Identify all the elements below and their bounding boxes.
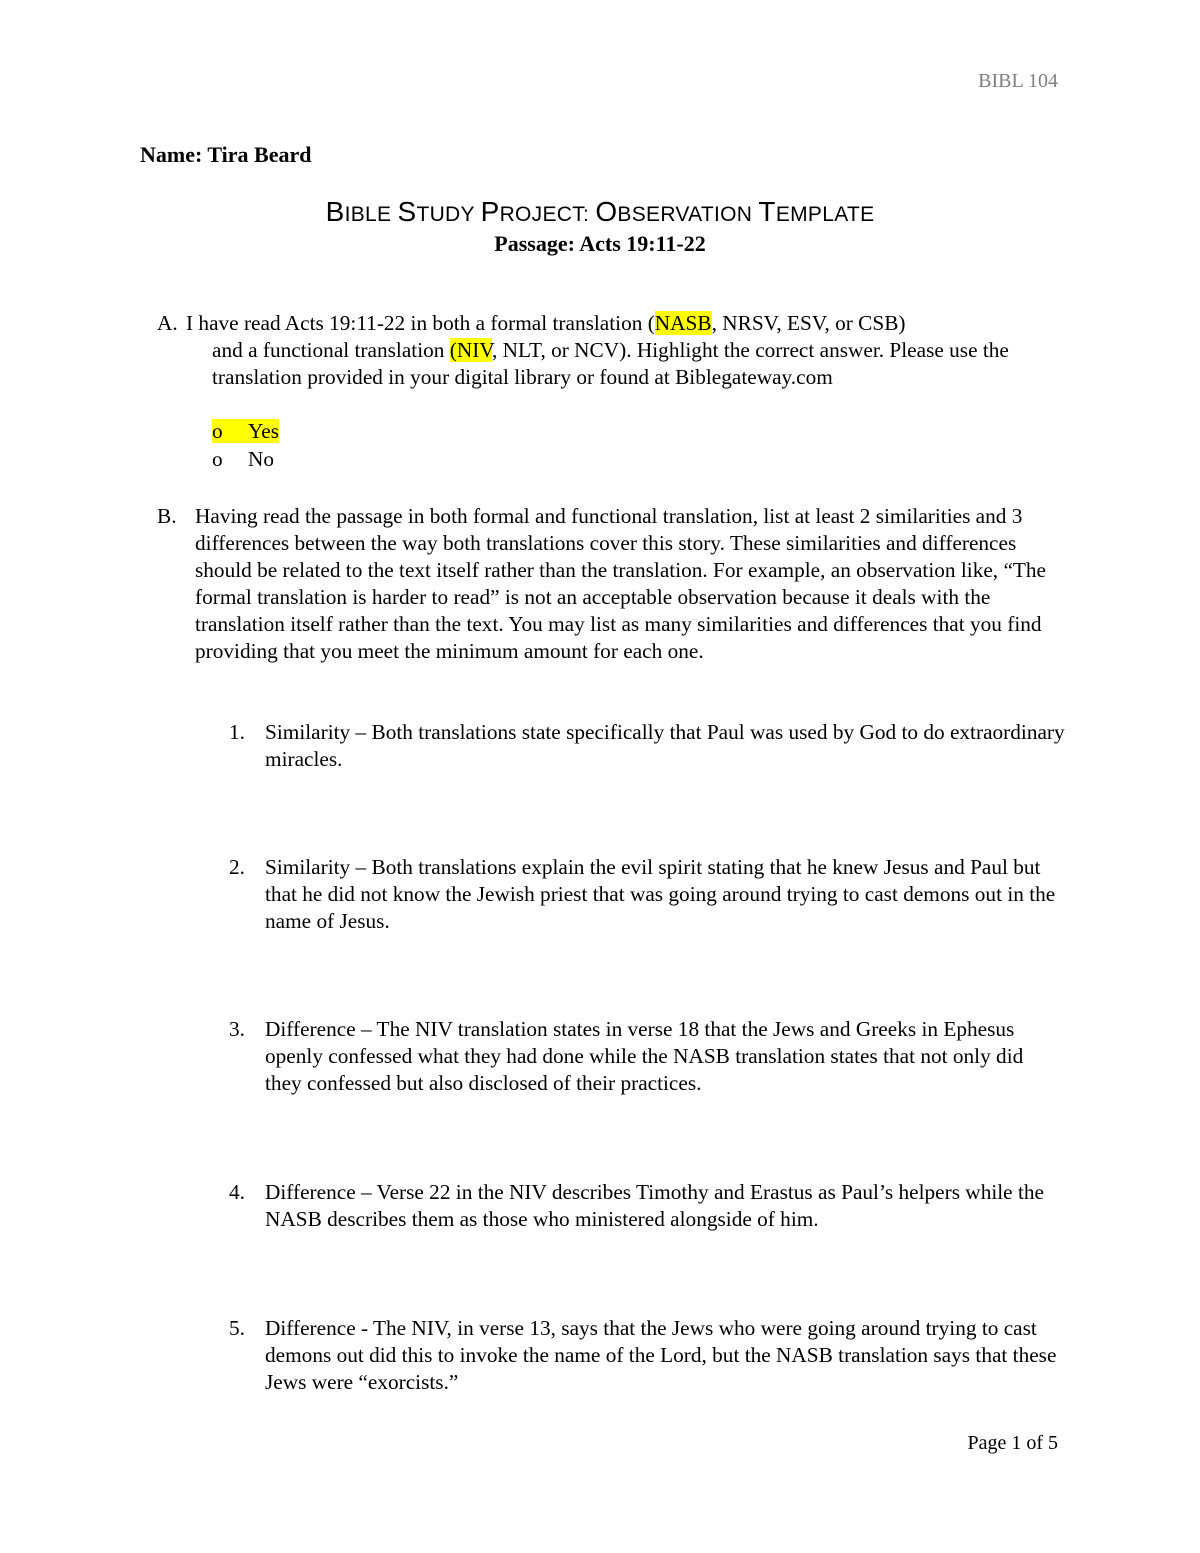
option-yes-bullet: o: [212, 419, 223, 443]
option-no-bullet: o: [212, 447, 223, 471]
section-a-text-3: and a functional translation: [212, 338, 450, 362]
section-a-text-4: , NLT, or NCV). Highlight the correct answer. Please use the translation provided in your digital library or found at Biblegateway.com: [212, 338, 1009, 389]
section-a-continuation: [186, 337, 1066, 391]
list-item-number: 3.: [229, 1017, 245, 1041]
formal-translation-highlight: NASB: [654, 311, 712, 335]
title-cap-3: P: [480, 196, 500, 227]
section-a-text-2: , NRSV, ESV, or CSB): [711, 311, 906, 335]
title-cap-2: S: [397, 196, 417, 227]
list-item-number: 4.: [229, 1180, 245, 1204]
title-cap-4: O: [595, 196, 618, 227]
title-rest-1: IBLE: [344, 203, 398, 226]
list-item-text: Difference – Verse 22 in the NIV describes Timothy and Erastus as Paul’s helpers while the NASB describes them as those who ministered alongside of him.: [265, 1180, 1044, 1231]
list-item-text: Similarity – Both translations state specifically that Paul was used by God to do extraordinary miracles.: [265, 720, 1065, 771]
list-item-text: Similarity – Both translations explain the evil spirit stating that he knew Jesus and Paul but that he did not know the Jewish priest that was going around trying to cast demons out in the name of Jesus.: [265, 855, 1056, 933]
option-yes-label: Yes: [248, 419, 279, 443]
list-item-number: 5.: [229, 1316, 245, 1340]
section-a-text-1: I have read Acts 19:11-22 in both a formal translation (: [186, 311, 655, 335]
title-rest-5: EMPLATE: [775, 203, 875, 226]
functional-translation-highlight: (NIV: [449, 338, 492, 362]
option-no[interactable]: [212, 446, 274, 473]
section-a-text: [186, 310, 1066, 391]
passage-reference: Passage: Acts 19:11-22: [494, 231, 706, 256]
title-rest-2: TUDY: [416, 203, 481, 226]
list-item-number: 2.: [229, 855, 245, 879]
student-name: Name: Tira Beard: [140, 142, 312, 167]
header-course-code: BIBL 104: [978, 70, 1058, 92]
option-no-label: No: [248, 447, 275, 471]
list-item-text: Difference - The NIV, in verse 13, says that the Jews who were going around trying to cast demons out did this to invoke the name of the Lord, but the NASB translation says that these Jews were “exorcists.”: [265, 1316, 1057, 1394]
section-b-label: B.: [157, 504, 177, 528]
title-cap-1: B: [325, 196, 345, 227]
list-item-number: 1.: [229, 720, 245, 744]
page-title: [0, 196, 1200, 228]
section-a-label: A.: [157, 311, 178, 335]
title-cap-5: T: [758, 196, 776, 227]
option-yes[interactable]: [212, 418, 279, 445]
page-number: Page 1 of 5: [967, 1432, 1058, 1454]
section-b-instructions: Having read the passage in both formal and functional translation, list at least 2 similarities and 3 differences between the way both translations cover this story. These similarities and differences should be related to the text itself rather than the translation. For example, an observation like, “The formal translation is harder to read” is not an acceptable observation because it deals with the translation itself rather than the text. You may list as many similarities and differences that you find providing that you meet the minimum amount for each one.: [195, 504, 1047, 663]
title-rest-4: BSERVATION: [617, 203, 759, 226]
title-rest-3: ROJECT:: [499, 203, 596, 226]
list-item-text: Difference – The NIV translation states in verse 18 that the Jews and Greeks in Ephesus openly confessed what they had done while the NASB translation states that not only did they confessed but also disclosed of their practices.: [265, 1017, 1024, 1095]
